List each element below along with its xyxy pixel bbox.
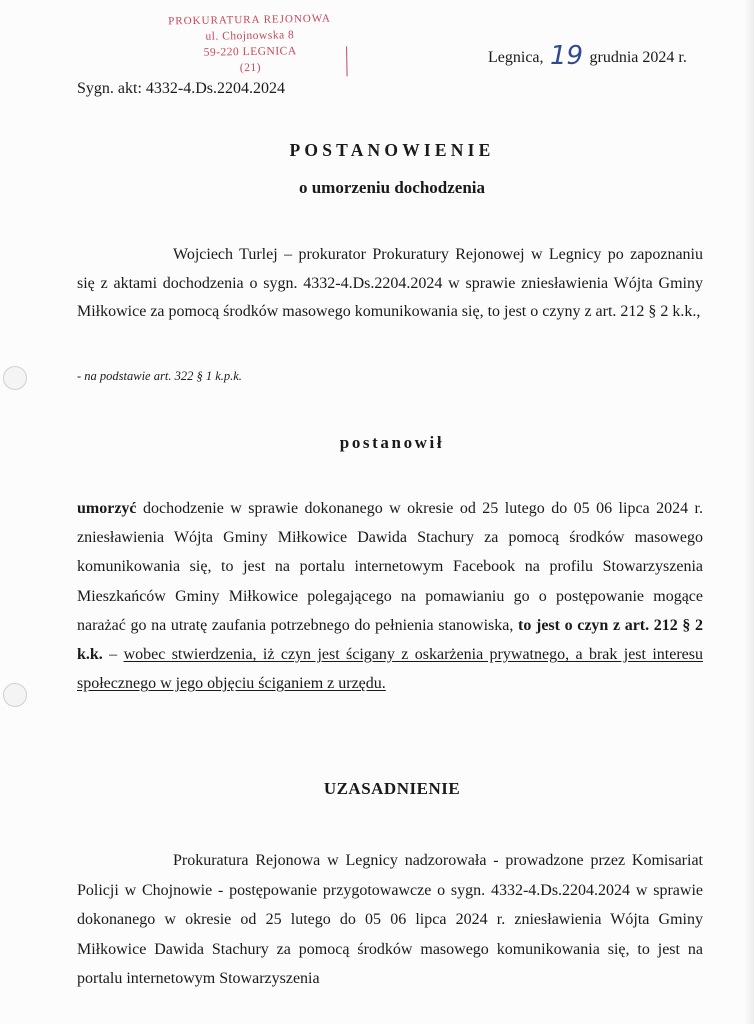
scan-edge-shadow xyxy=(744,0,754,1024)
justification-paragraph xyxy=(77,846,703,994)
legal-basis: - na podstawie art. 322 § 1 k.p.k. xyxy=(77,369,242,383)
decision-charge: to jest o czyn z art. 212 § 2 k.k. xyxy=(77,616,704,664)
intro-paragraph xyxy=(77,241,703,327)
stamp-line-1: PROKURATURA REJONOWA xyxy=(168,12,332,28)
case-reference: Sygn. akt: 4332-4.Ds.2204.2024 xyxy=(77,80,285,97)
decision-dash: – xyxy=(102,646,124,664)
document-subtitle: o umorzeniu dochodzenia xyxy=(298,178,486,197)
stamp-line-2: ul. Chojnowska 8 xyxy=(205,29,295,43)
intro-text: Wojciech Turlej – prokurator Prokuratury Rejonowej w Legnicy po zapoznaniu się z aktami dochodzenia o sygn. 4332-4.Ds.2204.2024 w sprawie zniesławienia Wójta Gminy Miłkowice za pomocą środków masowego komunikowania się, to jest o czyny z art. 212 § 2 k.k., xyxy=(77,246,703,320)
decision-reason: wobec stwierdzenia, iż czyn jest ścigany z oskarżenia prywatnego, a brak jest interesu społecznego w jego objęciu ściganiem z urzędu. xyxy=(77,646,704,693)
date-suffix: grudnia 2024 r. xyxy=(589,49,687,66)
prosecutor-office-stamp xyxy=(149,10,350,77)
document-date xyxy=(488,41,687,71)
punch-hole xyxy=(3,366,27,390)
decision-heading: postanowił xyxy=(339,433,445,452)
decision-text: dochodzenie w sprawie dokonanego w okresie od 25 lutego do 05 06 lipca 2024 r. zniesławienia Wójta Gminy Miłkowice Dawida Stachury za pomocą środków masowego komunikowania się, to jest na portalu internetowym Facebook na profilu Stowarzyszenia Mieszkańców Gminy Miłkowice polegającego na pomawianiu go o postępowanie mogące narażać go na utratę zaufania potrzebnego do pełnienia stanowiska, xyxy=(77,500,703,634)
date-prefix: Legnica, xyxy=(488,49,544,66)
justification-text: Prokuratura Rejonowa w Legnicy nadzorowała - prowadzone przez Komisariat Policji w Chojnowie - postępowanie przygotowawcze o sygn. 4332-4.Ds.2204.2024 w sprawie dokonanego w okresie od 25 lutego do 05 06 lipca 2024 r. zniesławienia Wójta Gminy Miłkowice Dawida Stachury za pomocą środków masowego komunikowania się, to jest na portalu internetowym Stowarzyszenia xyxy=(77,852,703,987)
punch-hole xyxy=(3,683,27,707)
stamp-line-3: 59-220 LEGNICA xyxy=(203,45,297,59)
decision-verb: umorzyć xyxy=(77,500,137,517)
date-day-handwritten: 19 xyxy=(549,41,584,71)
decision-paragraph xyxy=(77,494,703,698)
stamp-line-4: (21) xyxy=(239,61,262,75)
justification-heading: UZASADNIENIE xyxy=(323,779,461,798)
document-title: POSTANOWIENIE xyxy=(289,140,495,160)
